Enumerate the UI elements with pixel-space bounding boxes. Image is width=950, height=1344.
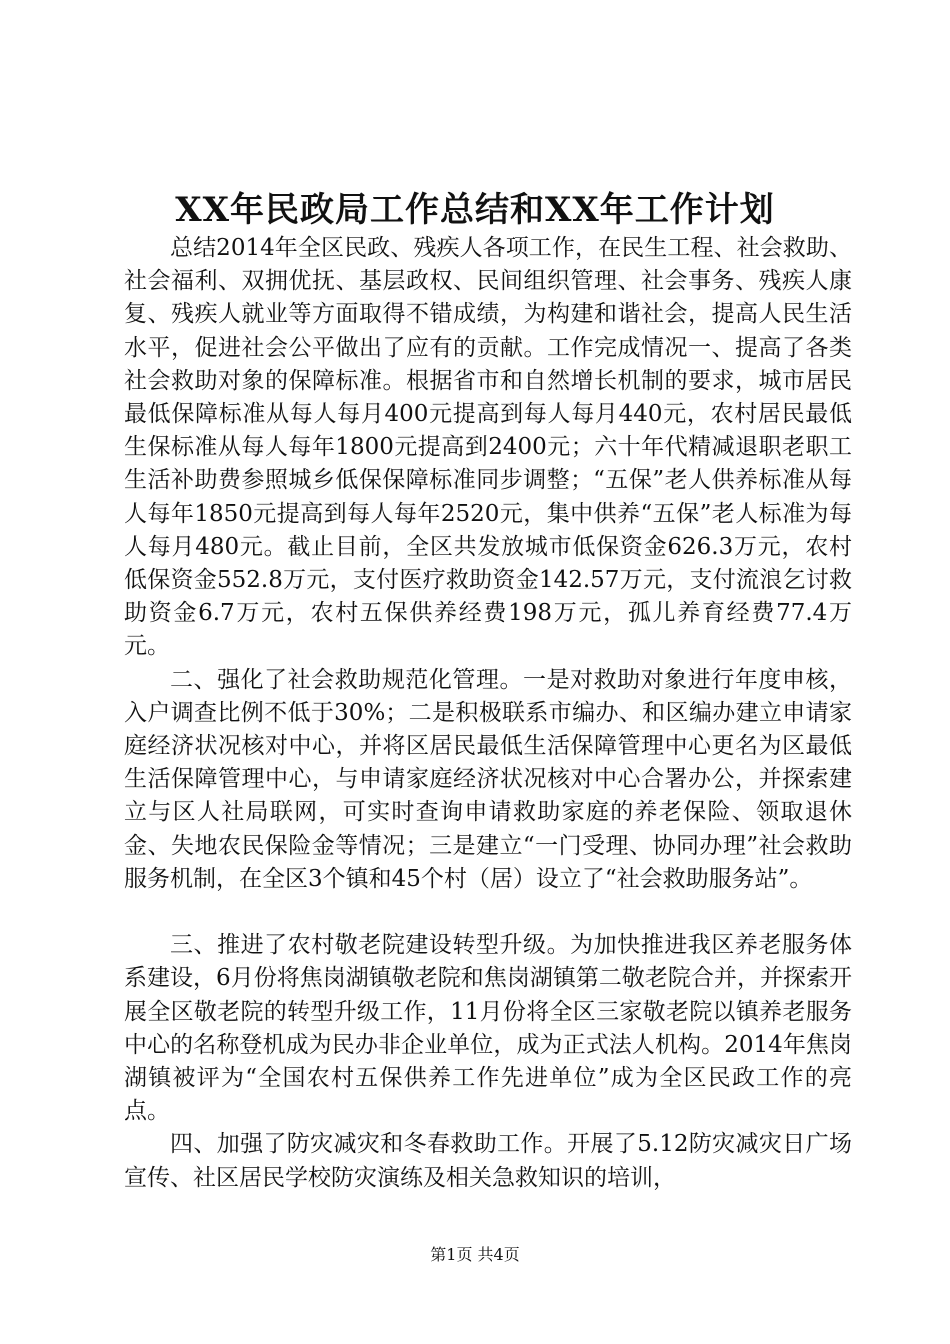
document-body	[124, 232, 852, 1195]
paragraph-4: 四、加强了防灾减灾和冬春救助工作。开展了5.12防灾减灾日广场宣传、社区居民学校防灾演练及相关急救知识的培训，	[124, 1131, 852, 1191]
paragraph-2: 二、强化了社会救助规范化管理。一是对救助对象进行年度申核，入户调查比例不低于30%；二是积极联系市编办、和区编办建立申请家庭经济状况核对中心，并将区居民最低生活保障管理中心更名为区最低生活保障管理中心，与申请家庭经济状况核对中心合署办公，并探索建立与区人社局联网，可实时查询申请救助家庭的养老保险、领取退休金、失地农民保险金等情况；三是建立“一门受理、协同办理”社会救助服务机制，在全区3个镇和45个村（居）设立了“社会救助服务站”。	[124, 666, 852, 892]
paragraph-1: 总结2014年全区民政、残疾人各项工作，在民生工程、社会救助、社会福利、双拥优抚、基层政权、民间组织管理、社会事务、残疾人康复、残疾人就业等方面取得不错成绩，为构建和谐社会，提高人民生活水平，促进社会公平做出了应有的贡献。工作完成情况一、提高了各类社会救助对象的保障标准。根据省市和自然增长机制的要求，城市居民最低保障标准从每人每月400元提高到每人每月440元，农村居民最低生保标准从每人每年1800元提高到2400元；六十年代精减退职老职工生活补助费参照城乡低保保障标准同步调整；“五保”老人供养标准从每人每年1850元提高到每人每年2520元，集中供养“五保”老人标准为每人每月480元。截止目前，全区共发放城市低保资金626.3万元，农村低保资金552.8万元，支付医疗救助资金142.57万元，支付流浪乞讨救助资金6.7万元，农村五保供养经费198万元，孤儿养育经费77.4万元。	[124, 235, 852, 660]
paragraph-3: 三、推进了农村敬老院建设转型升级。为加快推进我区养老服务体系建设，6月份将焦岗湖镇敬老院和焦岗湖镇第二敬老院合并，并探索开展全区敬老院的转型升级工作，11月份将全区三家敬老院以镇养老服务中心的名称登机成为民办非企业单位，成为正式法人机构。2014年焦岗湖镇被评为“全国农村五保供养工作先进单位”成为全区民政工作的亮点。	[124, 932, 852, 1125]
page-footer: 第1页 共4页	[430, 1245, 520, 1264]
document-title: XX年民政局工作总结和XX年工作计划	[175, 190, 775, 230]
